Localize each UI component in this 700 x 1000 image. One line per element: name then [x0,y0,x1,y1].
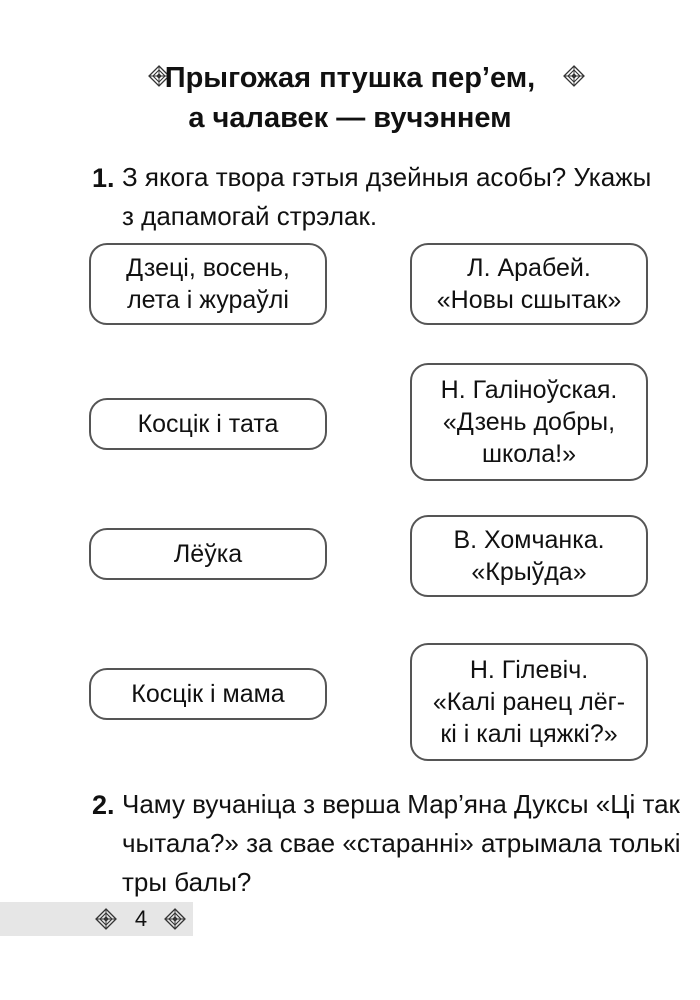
work-box[interactable] [410,243,648,325]
character-box[interactable] [89,243,327,325]
work-line: Л. Арабей. [467,254,591,282]
diamond-ornament-icon [164,908,186,930]
question-2-text [122,785,681,902]
work-line: В. Хомчанка. [453,526,605,554]
work-line: «Калі ранец лёг- [432,688,626,716]
diamond-ornament-icon [95,908,117,930]
work-box[interactable] [410,515,648,597]
character-line: Косцік і тата [137,410,279,438]
work-line: кі і калі цяжкі?» [440,720,618,748]
page-title-line-1: Прыгожая птушка пер’ем, [164,62,536,94]
question-2-text-line: Чаму вучаніца з верша Мар’яна Дуксы «Ці так [122,789,680,819]
character-line: Дзеці, восень, [126,254,290,282]
question-1-text-line: З якога твора гэтыя дзейныя асобы? Укажы [122,162,652,192]
question-1-number: 1. [92,163,115,193]
page-title-line-2: а чалавек — вучэннем [188,102,512,134]
page-number: 4 [134,906,148,931]
character-line: Лёўка [173,540,243,568]
question-2-text-line: тры балы? [122,867,252,897]
work-box[interactable] [410,643,648,761]
question-1-text-line: з дапамогай стрэлак. [122,201,378,231]
character-line: лета і жураўлі [127,286,289,314]
work-line: Н. Гілевіч. [469,656,589,684]
work-line: «Крыўда» [471,558,587,586]
character-box[interactable] [89,668,327,720]
question-2-text-line: чытала?» за свае «старанні» атрымала толькі [122,828,681,858]
question-1-text [122,158,651,236]
character-box[interactable] [89,398,327,450]
question-2-number: 2. [92,790,115,820]
work-line: «Дзень добры, [442,408,616,436]
work-line: «Новы сшытак» [436,286,622,314]
work-line: школа!» [482,440,576,468]
character-line: Косцік і мама [131,680,285,708]
work-box[interactable] [410,363,648,481]
character-box[interactable] [89,528,327,580]
work-line: Н. Галіноўская. [440,376,618,404]
